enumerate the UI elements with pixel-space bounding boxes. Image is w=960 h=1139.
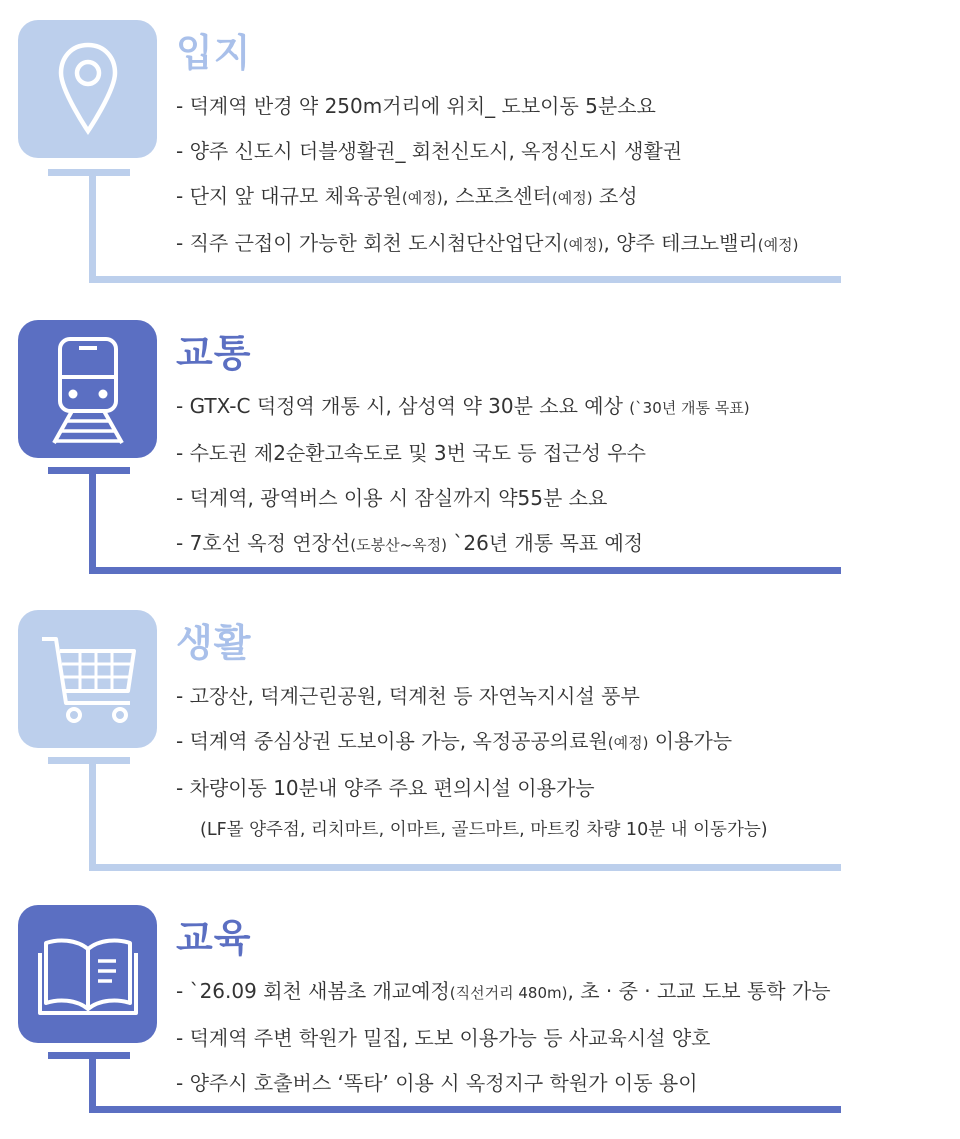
list-item: - 차량이동 10분내 양주 주요 편의시설 이용가능 xyxy=(176,776,595,800)
connector-base xyxy=(89,1106,841,1113)
location-icon-box xyxy=(18,20,157,158)
list-item: - 덕계역, 광역버스 이용 시 잠실까지 약55분 소요 xyxy=(176,486,608,510)
list-item: - 덕계역 주변 학원가 밀집, 도보 이용가능 등 사교육시설 양호 xyxy=(176,1026,711,1050)
item-list xyxy=(176,384,750,568)
item-list xyxy=(176,969,831,1106)
list-item: - 수도권 제2순환고속도로 및 3번 국도 등 접근성 우수 xyxy=(176,441,646,465)
section-title: 입지 xyxy=(176,31,252,75)
list-item: - 양주 신도시 더블생활권_ 회천신도시, 옥정신도시 생활권 xyxy=(176,139,683,163)
list-item: - 덕계역 반경 약 250m거리에 위치_ 도보이동 5분소요 xyxy=(176,94,656,118)
section-title: 생활 xyxy=(176,621,252,665)
connector-stem xyxy=(89,1052,96,1112)
living-icon-box xyxy=(18,610,157,748)
connector-stem xyxy=(89,467,96,574)
shopping-cart-icon xyxy=(38,631,138,727)
list-item: - 덕계역 중심상권 도보이용 가능, 옥정공공의료원(예정) 이용가능 xyxy=(176,729,733,753)
list-item: - `26.09 회천 새봄초 개교예정(직선거리 480m), 초 · 중 · 고교 도보 통학 가능 xyxy=(176,979,831,1003)
list-item: - 직주 근접이 가능한 회천 도시첨단산업단지(예정), 양주 테크노밸리(예정) xyxy=(176,231,799,255)
connector-base xyxy=(89,276,841,283)
train-icon xyxy=(46,333,130,445)
list-item: - GTX-C 덕정역 개통 시, 삼성역 약 30분 소요 예상 (`30년 개통 목표) xyxy=(176,394,750,418)
transport-icon-box xyxy=(18,320,157,458)
list-item: - 고장산, 덕계근린공원, 덕계천 등 자연녹지시설 풍부 xyxy=(176,684,640,708)
section-title: 교육 xyxy=(176,916,252,960)
connector-base xyxy=(89,864,841,871)
connector-stem xyxy=(89,169,96,283)
list-item: - 단지 앞 대규모 체육공원(예정), 스포츠센터(예정) 조성 xyxy=(176,184,638,208)
connector-stem xyxy=(89,757,96,871)
section-location xyxy=(0,20,960,285)
map-pin-icon xyxy=(53,39,123,139)
connector-base xyxy=(89,567,841,574)
list-item: - 양주시 호출버스 ‘똑타’ 이용 시 옥정지구 학원가 이동 용이 xyxy=(176,1071,698,1095)
list-item: - 7호선 옥정 연장선(도봉산~옥정) `26년 개통 목표 예정 xyxy=(176,531,644,555)
section-transport xyxy=(0,320,960,580)
section-title: 교통 xyxy=(176,331,252,375)
list-item-note: (LF몰 양주점, 리치마트, 이마트, 골드마트, 마트킹 차량 10분 내 이동가능) xyxy=(200,820,768,840)
education-icon-box xyxy=(18,905,157,1043)
item-list xyxy=(176,84,798,268)
open-book-icon xyxy=(38,931,138,1017)
section-education xyxy=(0,905,960,1135)
section-living xyxy=(0,610,960,870)
item-list xyxy=(176,674,768,849)
